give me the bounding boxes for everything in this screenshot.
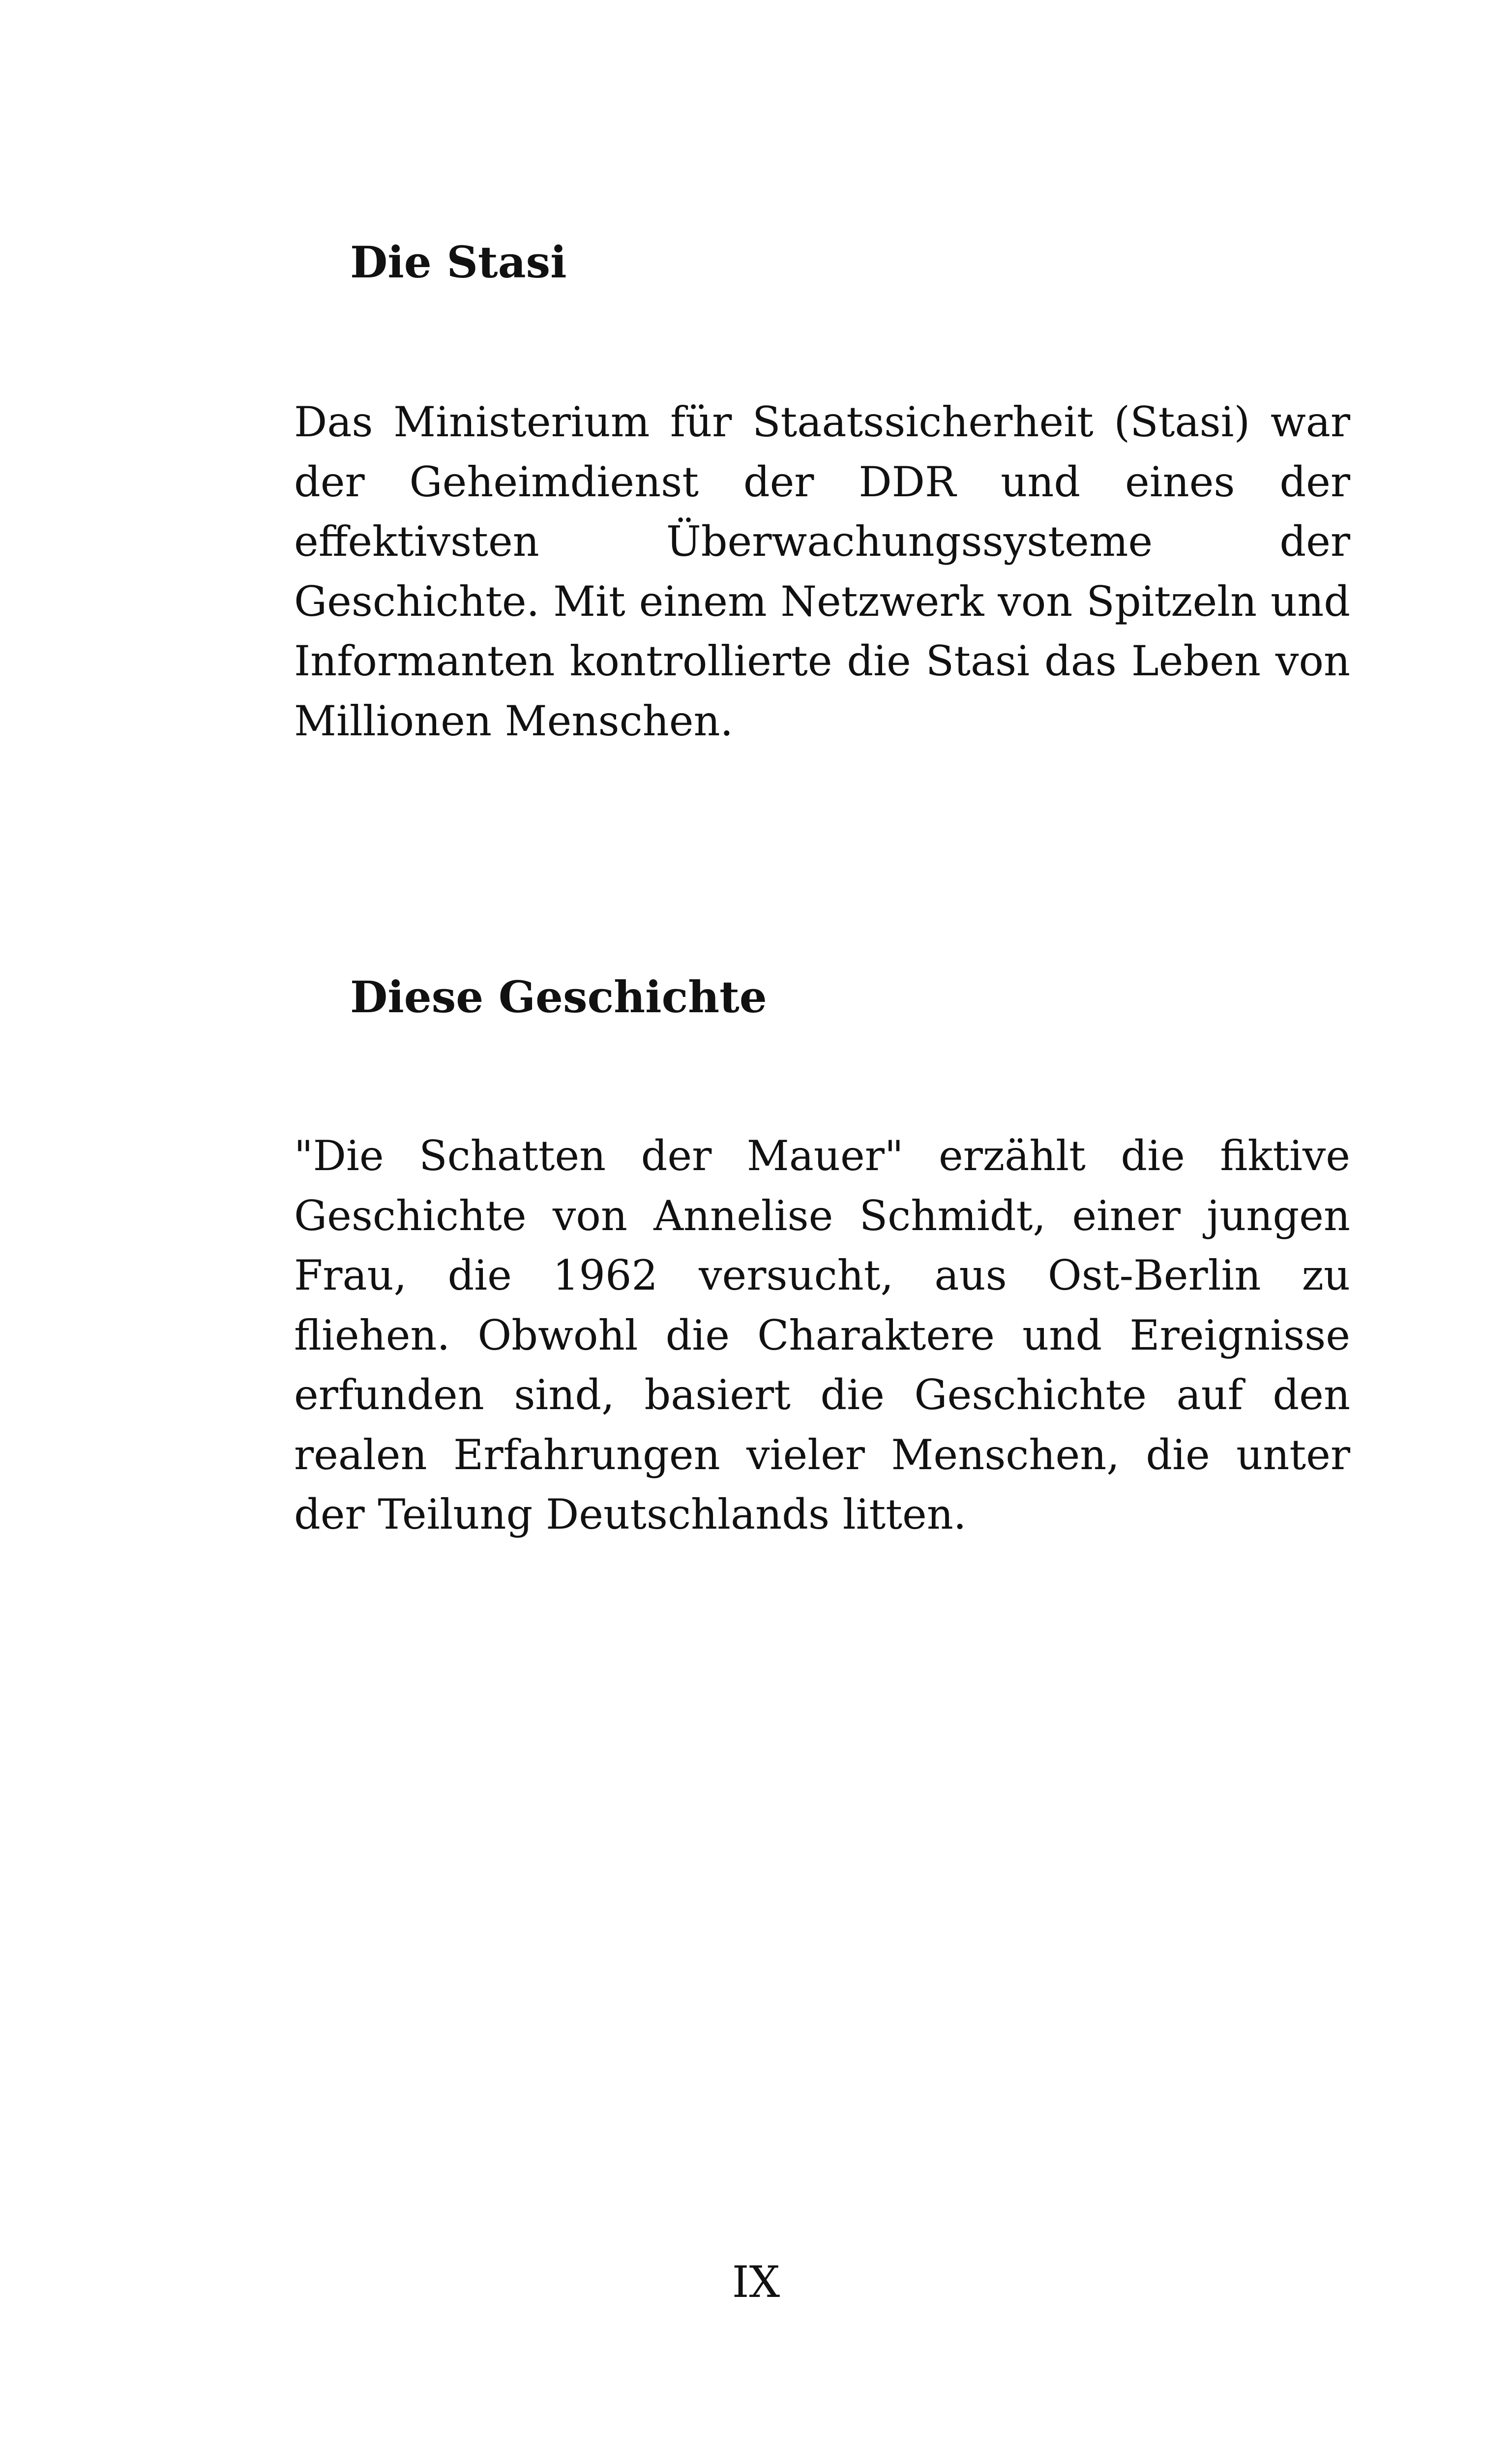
section-heading-diese-geschichte: Diese Geschichte [350,971,767,1023]
section-heading-stasi: Die Stasi [350,237,567,288]
section-paragraph-diese-geschichte: "Die Schatten der Mauer" erzählt die fiktive Geschichte von Annelise Schmidt, einer jungen Frau, die 1962 versucht, aus Ost-Berlin zu fliehen. Obwohl die Charaktere und Ereignisse erfunden sind, basiert die Geschichte auf den realen Erfahrungen vieler Menschen, die unter der Teilung Deutschlands litten. [294,1132,1350,1538]
page-number: IX [732,2257,780,2307]
section-paragraph-stasi: Das Ministerium für Staatssicherheit (Stasi) war der Geheimdienst der DDR und eines der effektivsten Überwachungssysteme der Geschichte. Mit einem Netzwerk von Spitzeln und Informanten kontrollierte die Stasi das Leben von Millionen Menschen. [294,398,1350,745]
